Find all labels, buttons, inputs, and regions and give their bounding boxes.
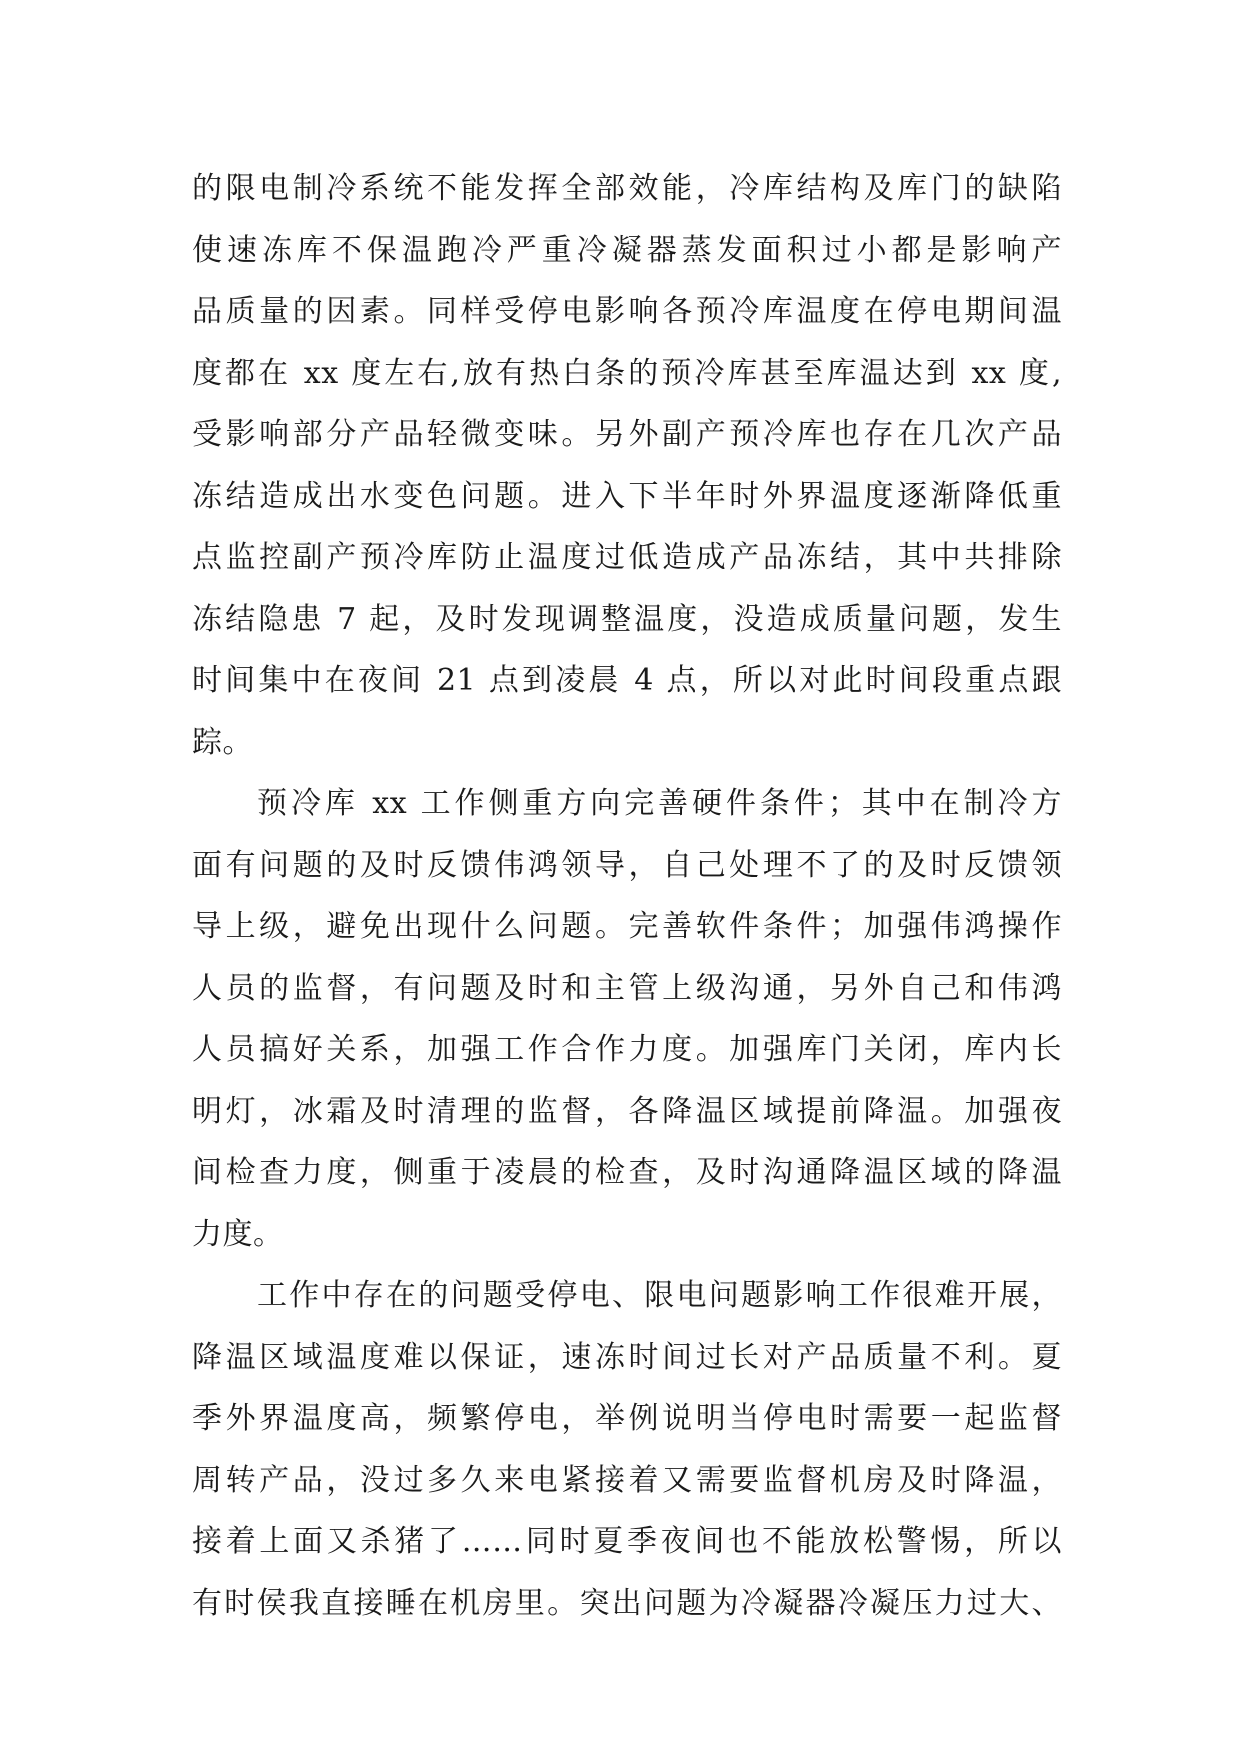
text-line: 季外界温度高，频繁停电，举例说明当停电时需要一起监督 (192, 1401, 1062, 1436)
text-line: 周转产品，没过多久来电紧接着又需要监督机房及时降温， (192, 1462, 1062, 1498)
text-line: 使速冻库不保温跑冷严重冷凝器蒸发面积过小都是影响产 (192, 232, 1062, 268)
text-line: 降温区域温度难以保证，速冻时间过长对产品质量不利。夏 (192, 1339, 1062, 1375)
text-line: 人员的监督，有问题及时和主管上级沟通，另外自己和伟鸿 (192, 970, 1062, 1006)
text-line: 冻结隐患 7 起，及时发现调整温度，没造成质量问题，发生 (192, 601, 1062, 637)
paragraph-2 (192, 773, 1062, 1265)
text-line: 面有问题的及时反馈伟鸿领导，自己处理不了的及时反馈领 (192, 847, 1062, 883)
text-line: 力度。 (192, 1216, 284, 1252)
text-line: 导上级，避免出现什么问题。完善软件条件；加强伟鸿操作 (192, 909, 1062, 944)
text-line: 点监控副产预冷库防止温度过低造成产品冻结，其中共排除 (192, 540, 1062, 575)
paragraph-3 (192, 1265, 1062, 1634)
paragraph-1 (192, 158, 1062, 773)
text-line: 明灯，冰霜及时清理的监督，各降温区域提前降温。加强夜 (192, 1093, 1062, 1129)
text-line-first: 预冷库 xx 工作侧重方向完善硬件条件；其中在制冷方 (257, 786, 1062, 821)
text-line: 时间集中在夜间 21 点到凌晨 4 点，所以对此时间段重点跟 (192, 663, 1062, 698)
text-line: 人员搞好关系，加强工作合作力度。加强库门关闭，库内长 (192, 1032, 1062, 1067)
text-line: 的限电制冷系统不能发挥全部效能，冷库结构及库门的缺陷 (192, 171, 1062, 206)
text-line: 受影响部分产品轻微变味。另外副产预冷库也存在几次产品 (192, 417, 1062, 452)
text-line: 度都在 xx 度左右,放有热白条的预冷库甚至库温达到 xx 度, (192, 355, 1062, 391)
text-line: 有时侯我直接睡在机房里。突出问题为冷凝器冷凝压力过大、 (192, 1585, 1062, 1621)
text-line: 品质量的因素。同样受停电影响各预冷库温度在停电期间温 (192, 294, 1062, 329)
text-line: 间检查力度，侧重于凌晨的检查，及时沟通降温区域的降温 (192, 1155, 1062, 1190)
document-body (192, 158, 1062, 1634)
text-line: 接着上面又杀猪了……同时夏季夜间也不能放松警惕，所以 (192, 1524, 1062, 1559)
text-line-first: 工作中存在的问题受停电、限电问题影响工作很难开展， (257, 1278, 1062, 1313)
text-line: 踪。 (192, 724, 253, 760)
text-line: 冻结造成出水变色问题。进入下半年时外界温度逐渐降低重 (192, 478, 1062, 514)
